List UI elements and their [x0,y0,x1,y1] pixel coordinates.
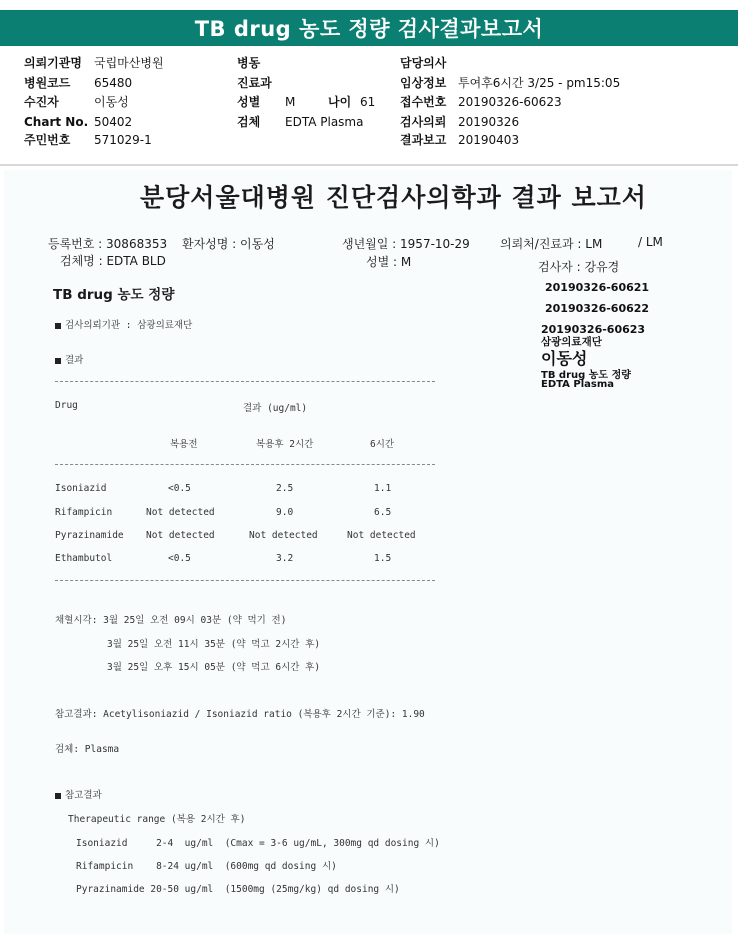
birth-date: 생년월일 : 1957-10-29 [342,237,470,251]
dashed-rule-1 [55,381,435,382]
label-sex: 성별 [237,95,261,109]
label-patient: 수진자 [24,95,59,109]
specimen-name: 검체명 : EDTA BLD [60,254,166,268]
row-6h: Not detected [347,530,416,541]
results-heading [55,352,83,366]
row-drug: Pyrazinamide [55,530,124,541]
lab-text: 검사의뢰기관 : 삼광의료재단 [65,320,193,331]
lab-line [55,317,192,331]
sample-label-2: 20190326-60622 [545,302,650,315]
dashed-rule-3 [55,580,435,581]
value-request-date: 20190326 [458,115,520,129]
specimen-plasma: 검체: Plasma [55,744,120,755]
value-hospital-code: 65480 [94,76,133,90]
collect-time-3: 3월 25일 오후 15시 05분 (약 먹고 6시간 후) [107,662,321,673]
row-pre: <0.5 [168,483,191,494]
row-2h: 9.0 [276,507,294,518]
col-drug: Drug [55,400,78,411]
value-resident-no: 571029-1 [94,133,152,147]
tester: 검사자 : 강유경 [538,260,620,274]
scan-sex: 성별 : M [366,255,412,269]
label-resident-no: 주민번호 [24,133,71,147]
collect-time-1: 채혈시각: 3월 25일 오전 09시 03분 (약 먹기 전) [55,615,287,626]
ordering-dept: 의뢰처/진료과 : LM [500,237,603,251]
value-report-date: 20190403 [458,133,520,147]
ref-heading-text: 참고결과 [65,790,102,801]
label-hospital-code: 병원코드 [24,76,71,90]
report-title: TB drug 농도 정량 검사결과보고서 [0,10,738,46]
label-clinical-info: 임상정보 [400,76,447,90]
sample-label-name: 이동성 [541,349,588,368]
row-2h: 2.5 [276,483,294,494]
ordering-dept-2: / LM [638,235,663,249]
label-specimen: 검체 [237,115,261,129]
value-sex: M [285,95,296,109]
col-6h: 6시간 [370,439,395,450]
sample-label-org: 삼광의료재단 [541,336,602,348]
square-bullet-icon [55,358,61,364]
ref-result: 참고결과: Acetylisoniazid / Isoniazid ratio (복용후 2시간 기준): 1.90 [55,709,425,720]
dashed-rule-2 [55,464,435,465]
row-6h: 1.5 [374,553,392,564]
test-title: TB drug 농도 정량 [53,287,175,303]
square-bullet-icon [55,323,61,329]
collect-time-2: 3월 25일 오전 11시 35분 (약 먹고 2시간 후) [107,639,321,650]
sample-label-1: 20190326-60621 [545,281,650,294]
results-heading-text: 결과 [65,355,84,366]
label-report-date: 결과보고 [400,133,447,147]
sample-label-3: 20190326-60623 [541,323,646,336]
label-institution: 의뢰기관명 [24,56,82,70]
row-2h: Not detected [249,530,318,541]
row-drug: Rifampicin [55,507,113,518]
label-doctor: 담당의사 [400,56,447,70]
sample-label-test: TB drug 농도 정량 [541,370,631,381]
col-pre: 복용전 [170,439,198,450]
label-chart-no: Chart No. [24,115,89,129]
range-line: Rifampicin 8-24 ug/ml (600mg qd dosing 시) [76,861,337,872]
row-6h: 6.5 [374,507,392,518]
row-pre: <0.5 [168,553,191,564]
header-divider [0,164,738,166]
value-patient: 이동성 [94,95,129,109]
value-clinical-info: 투여후6시간 3/25 - pm15:05 [458,76,621,90]
row-drug: Ethambutol [55,553,113,564]
scan-title: 분당서울대병원 진단검사의학과 결과 보고서 [140,183,647,212]
range-line: Pyrazinamide 20-50 ug/ml (1500mg (25mg/kg) qd dosing 시) [76,884,400,895]
row-drug: Isoniazid [55,483,107,494]
col-result: 결과 (ug/ml) [243,403,308,414]
row-6h: 1.1 [374,483,392,494]
row-pre: Not detected [146,507,215,518]
sample-label-specimen: EDTA Plasma [541,379,615,390]
reg-no: 등록번호 : 30868353 [48,237,168,251]
value-institution: 국립마산병원 [94,56,164,70]
ref-heading [55,787,102,801]
value-age: 61 [360,95,376,109]
value-chart-no: 50402 [94,115,133,129]
therapeutic-range: Therapeutic range (복용 2시간 후) [68,814,246,825]
label-dept: 진료과 [237,76,272,90]
value-receipt-no: 20190326-60623 [458,95,562,109]
label-age: 나이 [328,95,352,109]
square-bullet-icon [55,793,61,799]
label-request-date: 검사의뢰 [400,115,447,129]
range-line: Isoniazid 2-4 ug/ml (Cmax = 3-6 ug/mL, 300mg qd dosing 시) [76,838,440,849]
label-ward: 병동 [237,56,261,70]
row-pre: Not detected [146,530,215,541]
patient-name: 환자성명 : 이동성 [182,237,275,251]
row-2h: 3.2 [276,553,294,564]
value-specimen: EDTA Plasma [285,115,364,129]
label-receipt-no: 접수번호 [400,95,447,109]
col-2h: 복용후 2시간 [256,439,314,450]
